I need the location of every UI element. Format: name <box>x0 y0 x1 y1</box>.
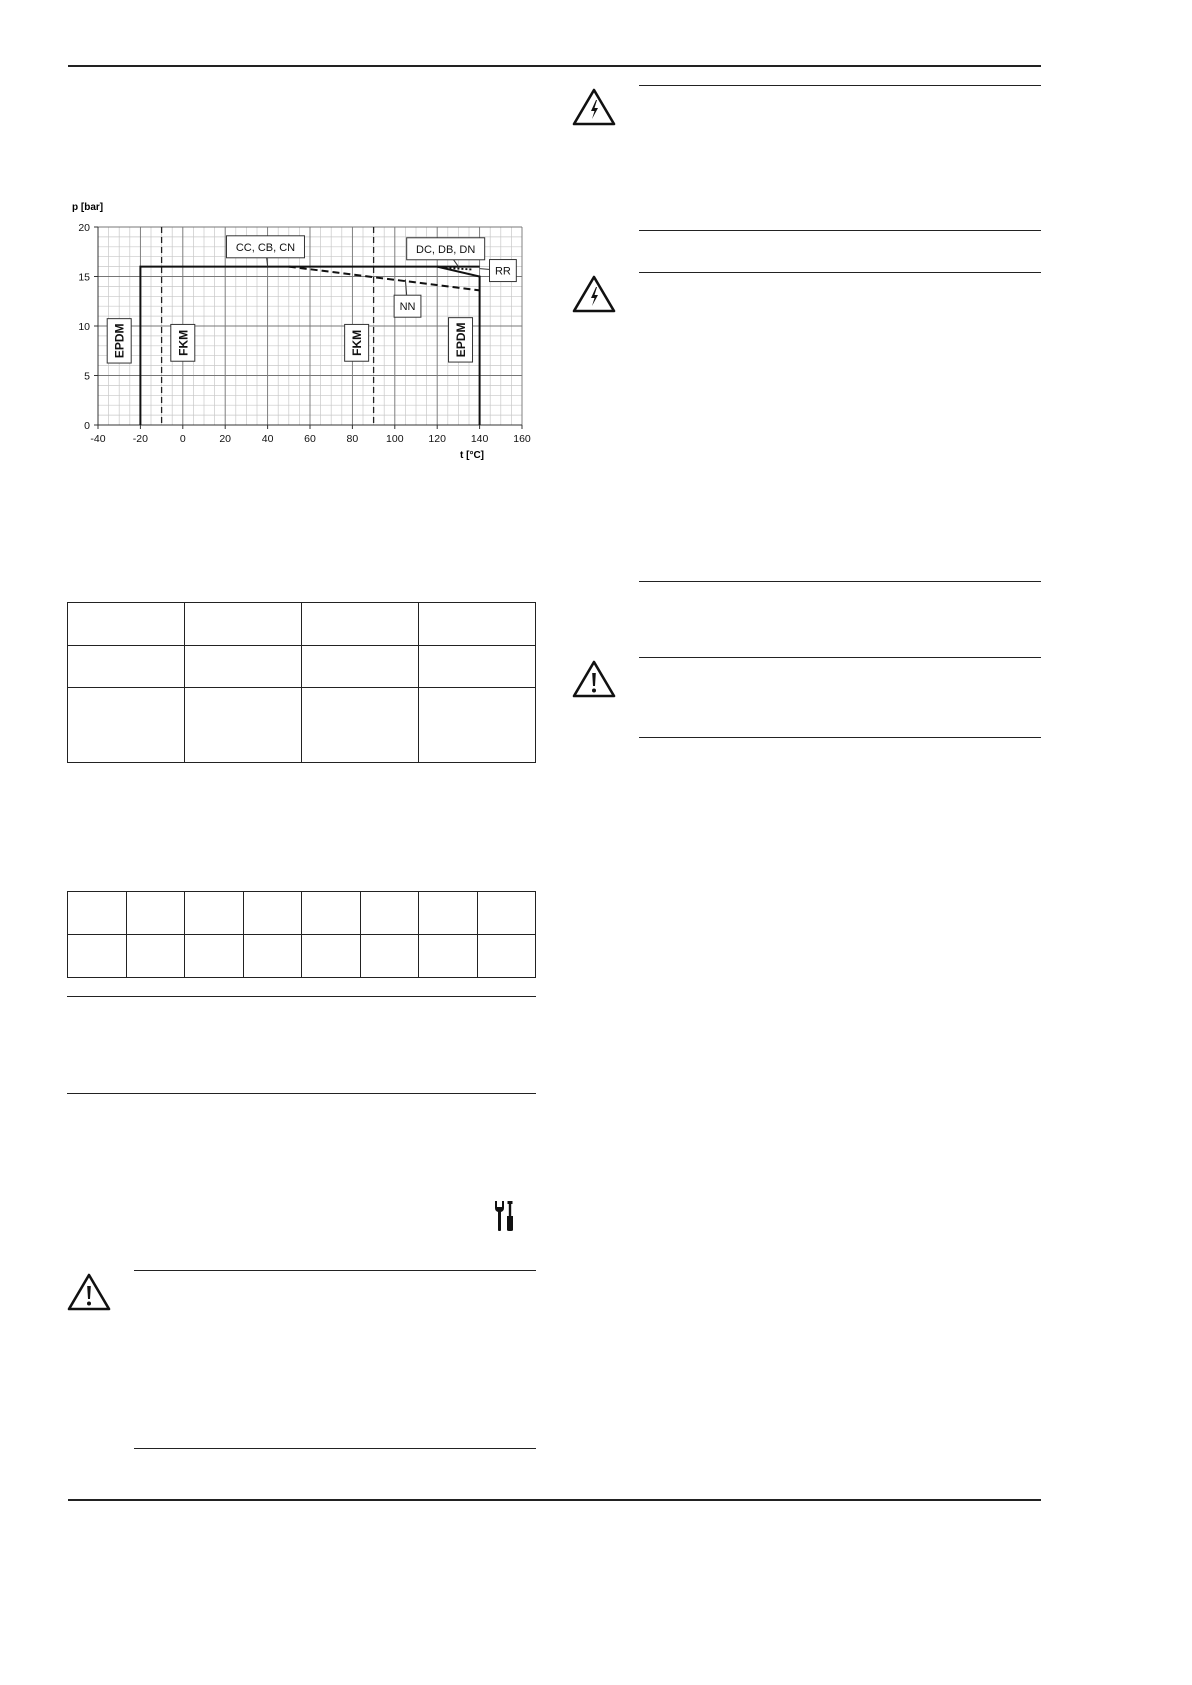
table-cell <box>243 892 302 935</box>
table-2 <box>67 891 536 978</box>
warning-2-rule-bottom <box>639 737 1041 738</box>
callout-label: RR <box>494 265 511 278</box>
callout-label: NN <box>399 301 416 314</box>
table-cell <box>419 688 536 763</box>
x-tick-label: 100 <box>386 433 404 445</box>
wrench-screwdriver-icon <box>492 1200 516 1232</box>
x-tick-label: -20 <box>132 433 148 445</box>
warning-icon <box>67 1272 111 1312</box>
warning-icon <box>572 659 616 699</box>
table-cell <box>126 935 185 978</box>
y-axis-label: p [bar] <box>72 202 104 213</box>
table-cell <box>68 892 127 935</box>
electric-warning-1-rule-top <box>639 85 1041 86</box>
table-cell <box>185 603 302 646</box>
region-label <box>107 319 131 363</box>
footer-rule <box>68 1499 1041 1501</box>
warning-rule-bottom <box>134 1448 536 1449</box>
table-cell <box>302 935 361 978</box>
y-tick-label: 0 <box>84 420 90 432</box>
table-row <box>68 603 536 646</box>
region-label-text: FKM <box>176 329 191 356</box>
region-label-text: EPDM <box>454 322 469 358</box>
warning-2-rule-top <box>639 657 1041 658</box>
y-tick-label: 15 <box>78 271 90 284</box>
callout-label: CC, CB, CN <box>235 241 296 254</box>
x-tick-label: -40 <box>90 433 106 445</box>
y-tick-label: 5 <box>84 370 90 383</box>
y-tick-label: 10 <box>78 321 90 333</box>
electric-warning-1-rule-bottom <box>639 230 1041 231</box>
table-cell <box>419 646 536 688</box>
x-tick-label: 80 <box>346 433 359 445</box>
table-cell <box>419 892 478 935</box>
table-cell <box>360 892 419 935</box>
x-tick-label: 0 <box>179 433 186 445</box>
table-cell <box>419 603 536 646</box>
table-cell <box>68 688 185 763</box>
table-cell <box>477 935 536 978</box>
x-tick-label: 60 <box>304 433 316 445</box>
table-cell <box>302 892 361 935</box>
x-tick-label: 140 <box>470 433 489 445</box>
electric-warning-2-rule-bottom <box>639 581 1041 582</box>
electric-warning-2-rule-top <box>639 272 1041 273</box>
pressure-temperature-chart <box>60 195 550 470</box>
table-cell <box>68 603 185 646</box>
electric-warning-icon <box>572 87 616 127</box>
table-cell <box>68 646 185 688</box>
electric-warning-icon <box>572 274 616 314</box>
table-cell <box>243 935 302 978</box>
table-row <box>68 892 536 935</box>
region-label <box>171 324 195 361</box>
table-1 <box>67 602 536 763</box>
note-rule-top <box>67 996 536 997</box>
table-cell <box>68 935 127 978</box>
table-cell <box>185 892 244 935</box>
x-tick-label: 40 <box>261 433 274 445</box>
note-rule-bottom <box>67 1093 536 1094</box>
table-cell <box>302 688 419 763</box>
x-tick-label: 20 <box>219 433 232 445</box>
callout-label: DC, DB, DN <box>416 243 476 256</box>
table-cell <box>360 935 419 978</box>
x-tick-label: 120 <box>428 433 446 445</box>
table-cell <box>477 892 536 935</box>
table-cell <box>302 603 419 646</box>
x-axis-label: t [°C] <box>460 450 484 461</box>
header-rule <box>68 65 1041 67</box>
table-cell <box>185 646 302 688</box>
table-cell <box>185 688 302 763</box>
table-cell <box>302 646 419 688</box>
table-cell <box>126 892 185 935</box>
region-label-text: FKM <box>350 329 365 356</box>
table-cell <box>419 935 478 978</box>
x-tick-label: 160 <box>513 433 531 445</box>
region-label <box>345 324 369 361</box>
region-label-text: EPDM <box>112 323 127 359</box>
table-row <box>68 646 536 688</box>
y-tick-label: 20 <box>78 222 90 234</box>
table-row <box>68 688 536 763</box>
table-row <box>68 935 536 978</box>
warning-rule-top <box>134 1270 536 1271</box>
region-label <box>449 318 473 362</box>
table-cell <box>185 935 244 978</box>
